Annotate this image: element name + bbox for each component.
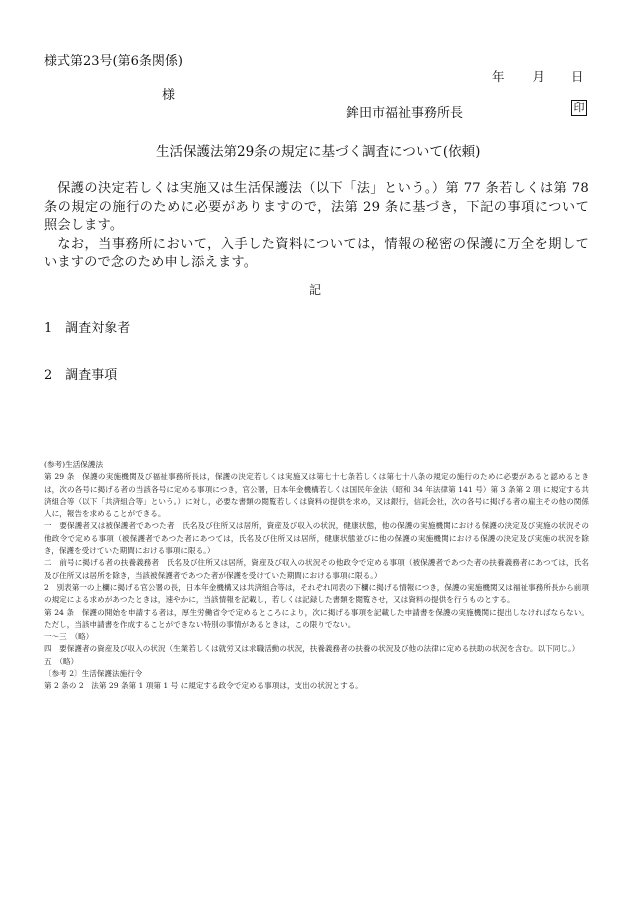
reference-line: 二 前号に掲げる者の扶養義務者 氏名及び住所又は居所，資産及び収入の状況その他政令で定める事項（被保護者であつた者の扶養義務者にあつては，氏名及び住所又は居所を除き，当該被保護者であつた者が保護を受けていた期間における事項に限る。） bbox=[44, 558, 589, 580]
reference-line: 第 24 条 保護の開始を申請する者は，厚生労働省令で定めるところにより，次に掲げる事項を記載した申請書を保護の実施機関に提出しなければならない。ただし，当該申請書を作成することができない特別の事情があるときは，この限りでない。 bbox=[44, 607, 589, 629]
reference-line: (参考)生活保護法 bbox=[44, 460, 104, 469]
reference-line: 一～三 （略） bbox=[44, 632, 94, 642]
body-paragraph: なお，当事務所において，入手した資料については，情報の秘密の保護に万全を期していますので念のため申し添えます。 bbox=[44, 236, 589, 270]
reference-line: 〔参考 2〕生活保護法施行令 bbox=[44, 669, 143, 679]
issuer-name: 鉾田市福祉事務所長 bbox=[346, 106, 464, 121]
body-text bbox=[44, 180, 589, 273]
date-day-label: 日 bbox=[571, 69, 584, 84]
addressee-honorific: 様 bbox=[162, 88, 176, 103]
reference-notes bbox=[44, 459, 589, 693]
section-heading-subject: 1 調査対象者 bbox=[44, 321, 131, 336]
reference-line: 五 （略） bbox=[44, 656, 79, 666]
date-month-label: 月 bbox=[532, 69, 546, 84]
reference-line: 2 別表第一の上欄に掲げる官公署の長，日本年金機構又は共済組合等は，それぞれ同表の下欄に掲げる情報につき，保護の実施機関又は福祉事務所長から前項の規定による求めがあつたときは，速やかに，当該情報を記載し，若しくは記録した書類を閲覧させ，又は資料の提供を行うものとする。 bbox=[44, 582, 589, 605]
reference-line: 第 2 条の 2 法第 29 条第 1 項第 1 号 に規定する政令で定める事項は，支出の状況とする。 bbox=[44, 681, 363, 691]
body-paragraph: 保護の決定若しくは実施又は生活保護法（以下「法」という。）第 77 条若しくは第 78 条の規定の施行のために必要がありますので，法第 29 条に基づき，下記の事項について照会します。 bbox=[44, 181, 589, 233]
reference-line: 第 29 条 保護の実施機関及び福祉事務所長は，保護の決定若しくは実施又は第七十七条若しくは第七十八条の規定の施行のために必要があると認めるときは，次の各号に掲げる者の当該各号に定める事項につき，官公署，日本年金機構若しくは国民年金法（昭和 34 年法律第 141 号）第 3 条第 2 項 に規定する共済組合等（以下「共済組合等」という。）に対し，必要な書類の閲覧若しくは資料の提供を求め，又は銀行，信託会社，次の各号に掲げる者の雇主その他の関係人に，報告を求めることができる。 bbox=[44, 472, 589, 519]
form-number: 様式第23号(第6条関係) bbox=[44, 54, 183, 69]
ki-marker: 記 bbox=[309, 283, 322, 297]
document-title: 生活保護法第29条の規定に基づく調査について(依頼) bbox=[156, 144, 481, 160]
date-line bbox=[492, 67, 584, 85]
reference-line: 四 要保護者の資産及び収入の状況（生業若しくは就労又は求職活動の状況，扶養義務者の扶養の状況及び他の法律に定める扶助の状況を含む。以下同じ。） bbox=[44, 644, 580, 654]
date-year-label: 年 bbox=[492, 69, 505, 84]
reference-line: 一 要保護者又は被保護者であつた者 氏名及び住所又は居所，資産及び収入の状況，健康状態，他の保護の実施機関における保護の決定及び実施の状況その他政令で定める事項（被保護者であつた者にあつては，氏名及び住所又は居所，健康状態並びに他の保護の実施機関における保護の決定及び実施の状況を除き，保護を受けていた期間における事項に限る。） bbox=[44, 521, 589, 556]
seal-mark: 印 bbox=[571, 100, 587, 116]
section-heading-matters: 2 調査事項 bbox=[44, 368, 118, 383]
